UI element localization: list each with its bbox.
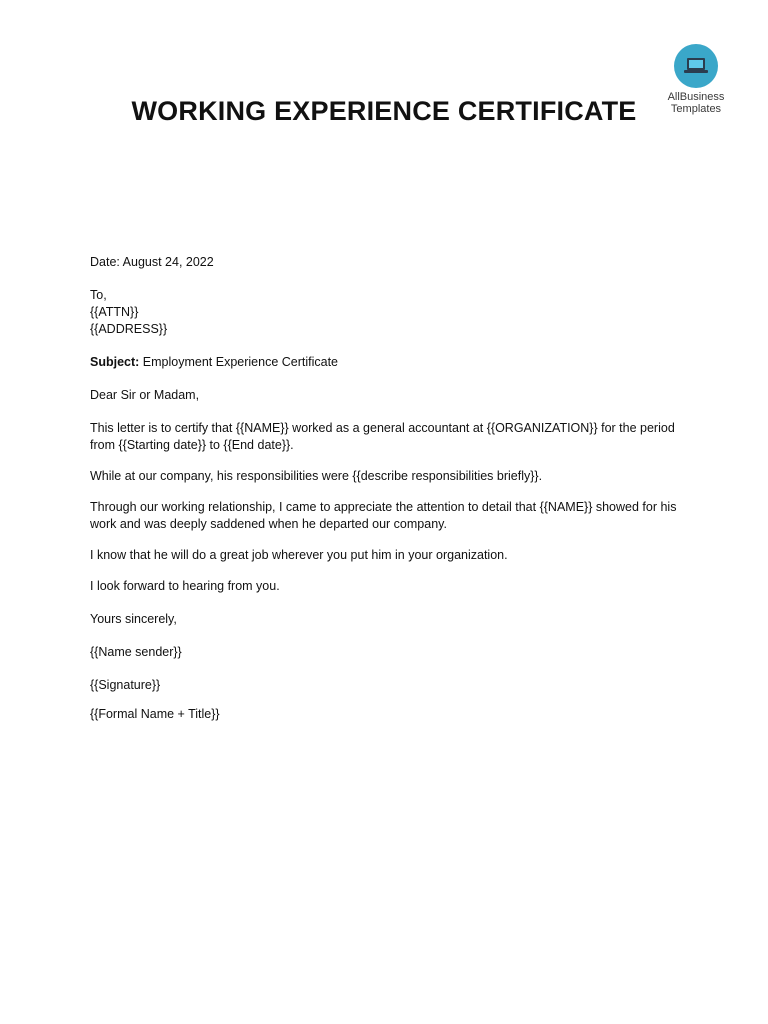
body-paragraph-3: Through our working relationship, I came to appreciate the attention to detail that {{NAME}} showed for his work and was deeply saddened when he departed our company. [90, 500, 677, 531]
recipient-address: {{ADDRESS}} [90, 322, 168, 336]
logo-line-1: AllBusiness [667, 91, 725, 103]
document-title: WORKING EXPERIENCE CERTIFICATE [131, 96, 637, 126]
subject-text: Employment Experience Certificate [139, 355, 339, 369]
body-paragraph-1: This letter is to certify that {{NAME}} worked as a general accountant at {{ORGANIZATION}} for the period from {{Starting date}} to {{End date}}. [90, 421, 675, 452]
closing-sincerely: Yours sincerely, [90, 612, 177, 626]
logo-badge [674, 44, 718, 88]
closing-signature: {{Signature}} [90, 678, 161, 692]
recipient-to: To, [90, 288, 107, 302]
subject-line [90, 354, 690, 371]
salutation: Dear Sir or Madam, [90, 388, 200, 402]
body-paragraph-4: I know that he will do a great job wherever you put him in your organization. [90, 548, 508, 562]
letter-body [90, 254, 690, 723]
logo-line-2: Templates [670, 103, 722, 115]
date-line: Date: August 24, 2022 [90, 255, 214, 269]
body-paragraph-2: While at our company, his responsibilities were {{describe responsibilities briefly}}. [90, 469, 543, 483]
subject-label: Subject: [90, 355, 140, 369]
closing-formal-name-title: {{Formal Name + Title}} [90, 707, 220, 721]
body-paragraph-5: I look forward to hearing from you. [90, 579, 280, 593]
closing-name-sender: {{Name sender}} [90, 645, 182, 659]
laptop-icon [683, 56, 709, 76]
recipient-attn: {{ATTN}} [90, 305, 139, 319]
